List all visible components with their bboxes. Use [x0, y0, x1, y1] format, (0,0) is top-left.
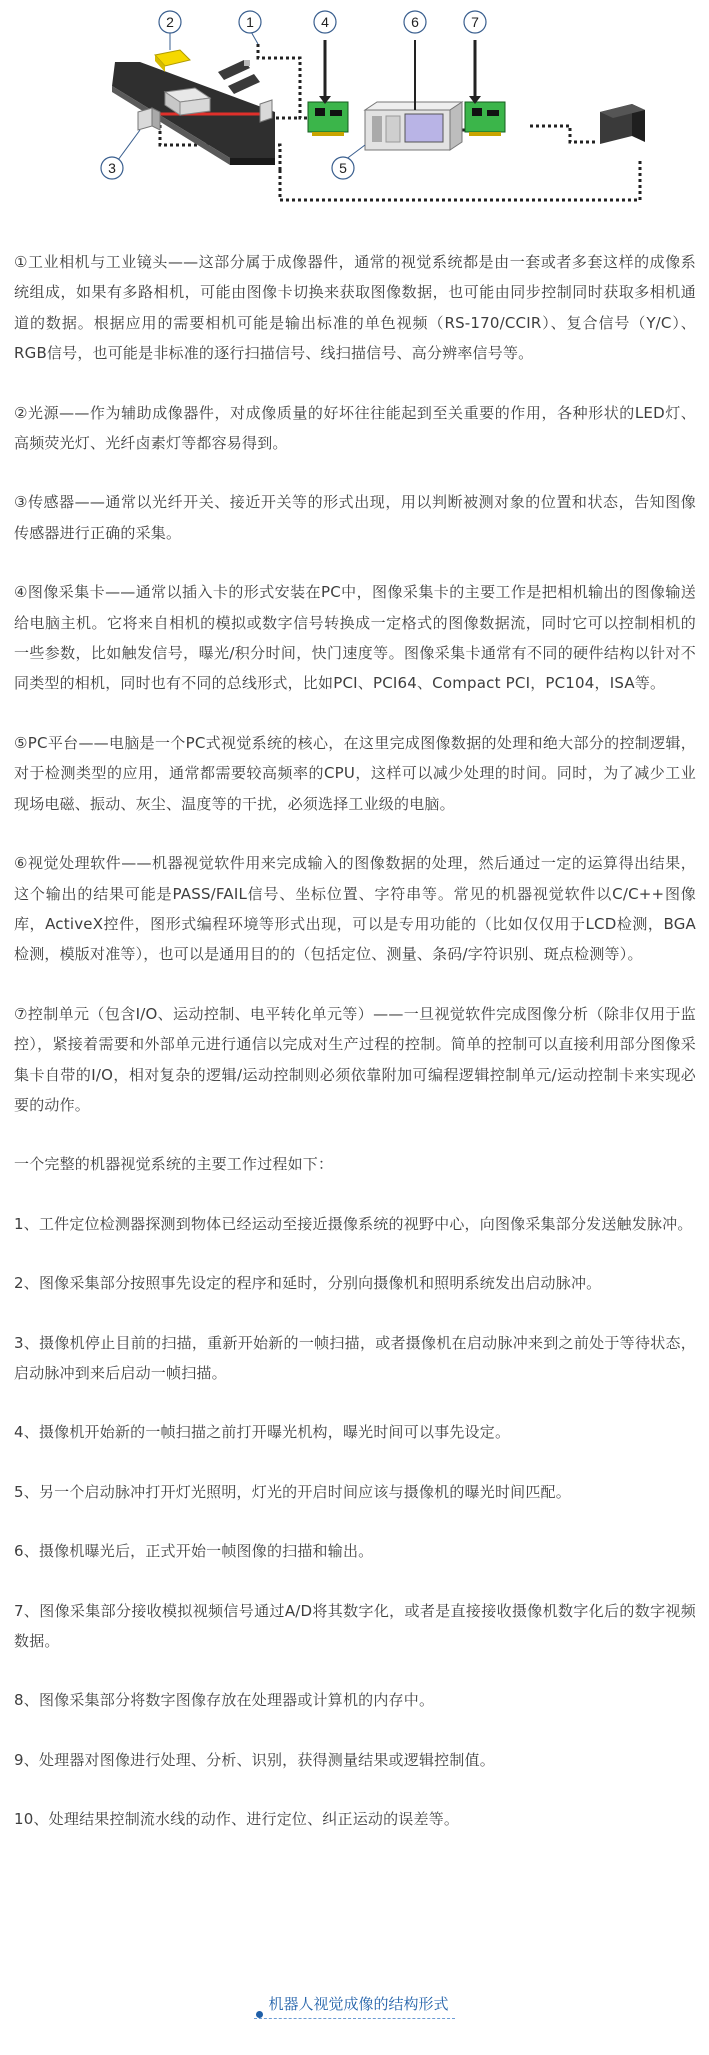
- section-heading-box: [254, 1993, 454, 2019]
- workflow-step-1: 1、工件定位检测器探测到物体已经运动至接近摄像系统的视野中心，向图像采集部分发送触发脉冲。: [14, 1214, 693, 1233]
- bullet-dot-icon: [256, 2011, 263, 2018]
- component-pc-platform: ⑤PC平台——电脑是一个PC式视觉系统的核心，在这里完成图像数据的处理和绝大部分的控制逻辑，对于检测类型的应用，通常都需要较高频率的CPU，这样可以减少处理的时间。同时，为了减少工业现场电磁、振动、灰尘、温度等的干扰，必须选择工业级的电脑。: [14, 733, 696, 813]
- component-vision-software: ⑥视觉处理软件——机器视觉软件用来完成输入的图像数据的处理，然后通过一定的运算得出结果，这个输出的结果可能是PASS/FAIL信号、坐标位置、字符串等。常见的机器视觉软件以C/C++图像库，ActiveX控件，图形式编程环境等形式出现，可以是专用功能的（比如仅仅用于LCD检测，BGA检测，模版对准等），也可以是通用目的的（包括定位、测量、条码/字符识别、斑点检测等）。: [14, 854, 696, 964]
- component-camera-lens: ①工业相机与工业镜头——这部分属于成像器件，通常的视觉系统都是由一套或者多套这样的成像系统组成，如果有多路相机，可能由图像卡切换来获取图像数据，也可能由同步控制同时获取多相机通道的数据。根据应用的需要相机可能是输出标准的单色视频（RS-170/CCIR）、复合信号（Y/C）、RGB信号，也可能是非标准的逐行扫描信号、线扫描信号、高分辨率信号等。: [14, 253, 696, 363]
- workflow-step-10: 10、处理结果控制流水线的动作、进行定位、纠正运动的误差等。: [14, 1810, 460, 1829]
- callout-label: 7: [471, 14, 479, 30]
- frame-grabber-card: [308, 102, 348, 136]
- callout-label: 4: [321, 14, 329, 30]
- callout-1: [239, 11, 261, 33]
- industrial-camera: [218, 60, 260, 94]
- workflow-step-3: 3、摄像机停止目前的扫描，重新开始新的一帧扫描，或者摄像机在启动脉冲来到之前处于等待状态，启动脉冲到来后启动一帧扫描。: [14, 1333, 696, 1382]
- section-heading-text: 机器人视觉成像的结构形式: [268, 1995, 449, 2013]
- position-sensor: [138, 108, 160, 130]
- callout-2: [159, 11, 181, 33]
- workflow-step-7: 7、图像采集部分接收模拟视频信号通过A/D将其数字化，或者是直接接收摄像机数字化后的数字视频数据。: [14, 1601, 696, 1650]
- callout-4: [314, 11, 336, 33]
- light-source: [155, 50, 190, 72]
- receiver-sensor: [260, 100, 272, 122]
- component-control-unit: ⑦控制单元（包含I/O、运动控制、电平转化单元等）——一旦视觉软件完成图像分析（除非仅用于监控），紧接着需要和外部单元进行通信以完成对生产过程的控制。简单的控制可以直接利用部分图像采集卡自带的I/O，相对复杂的逻辑/运动控制则必须依靠附加可编程逻辑控制单元/运动控制卡来实现必要的动作。: [14, 1004, 696, 1114]
- component-sensor: ③传感器——通常以光纤开关、接近开关等的形式出现，用以判断被测对象的位置和状态，告知图像传感器进行正确的采集。: [14, 493, 696, 542]
- callout-label: 2: [166, 14, 174, 30]
- component-frame-grabber: ④图像采集卡——通常以插入卡的形式安装在PC中，图像采集卡的主要工作是把相机输出的图像输送给电脑主机。它将来自相机的模拟或数字信号转换成一定格式的图像数据流，同时它可以控制相机的一些参数，比如触发信号，曝光/积分时间，快门速度等。图像采集卡通常有不同的硬件结构以针对不同类型的相机，同时也有不同的总线形式，比如PCI、PCI64、Compact PCI，PC104，ISA等。: [14, 583, 696, 693]
- callout-label: 1: [246, 14, 254, 30]
- workflow-step-4: 4、摄像机开始新的一帧扫描之前打开曝光机构，曝光时间可以事先设定。: [14, 1423, 511, 1442]
- callout-label: 6: [411, 14, 419, 30]
- callout-label: 5: [339, 160, 347, 176]
- actuator-unit: [600, 104, 645, 144]
- pc-platform: [365, 102, 462, 150]
- workflow-intro: 一个完整的机器视觉系统的主要工作过程如下：: [14, 1155, 334, 1174]
- callout-6: [404, 11, 426, 33]
- callout-3: [101, 157, 123, 179]
- workflow-step-2: 2、图像采集部分按照事先设定的程序和延时，分别向摄像机和照明系统发出启动脉冲。: [14, 1274, 602, 1293]
- component-light-source: ②光源——作为辅助成像器件，对成像质量的好坏往往能起到至关重要的作用，各种形状的LED灯、高频荧光灯、光纤卤素灯等都容易得到。: [14, 403, 696, 453]
- workflow-step-6: 6、摄像机曝光后，正式开始一帧图像的扫描和输出。: [14, 1542, 374, 1561]
- machine-vision-system-diagram: [0, 0, 709, 215]
- callout-label: 3: [108, 160, 116, 176]
- callout-7: [464, 11, 486, 33]
- callout-5: [332, 157, 354, 179]
- io-control-card: [465, 102, 505, 136]
- article-body: [14, 247, 696, 1864]
- section-heading: [0, 1993, 709, 2019]
- workflow-step-9: 9、处理器对图像进行处理、分析、识别，获得测量结果或逻辑控制值。: [14, 1750, 495, 1769]
- workflow-step-8: 8、图像采集部分将数字图像存放在处理器或计算机的内存中。: [14, 1691, 435, 1710]
- workflow-step-5: 5、另一个启动脉冲打开灯光照明，灯光的开启时间应该与摄像机的曝光时间匹配。: [14, 1482, 571, 1501]
